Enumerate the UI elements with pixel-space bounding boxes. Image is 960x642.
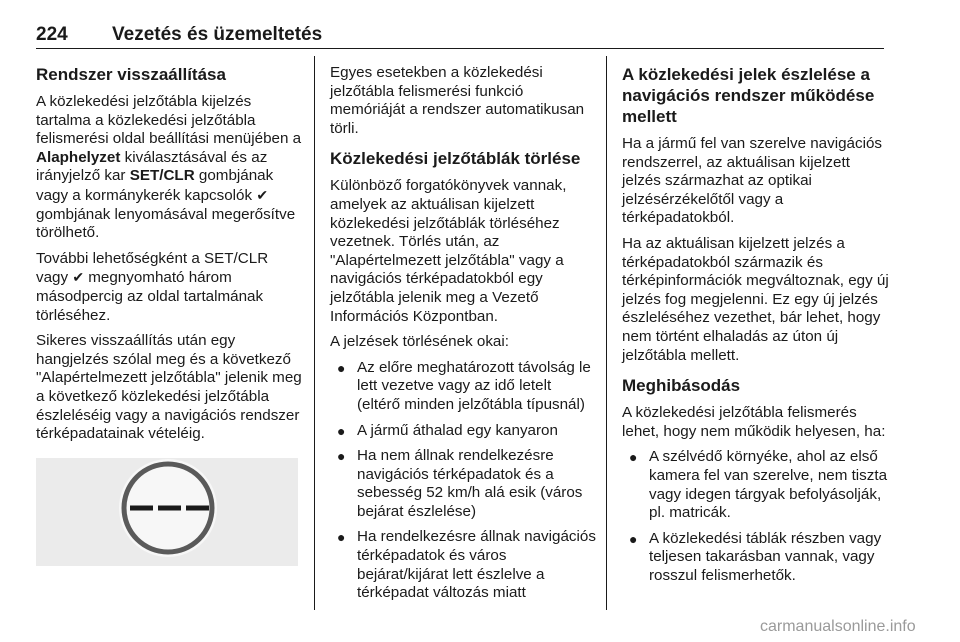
bullet-list bbox=[330, 359, 598, 603]
list-item bbox=[622, 448, 890, 522]
bullet-icon: ● bbox=[337, 359, 346, 376]
section-heading: A közlekedési jelek észlelése a navigációs rendszer működése mellett bbox=[622, 65, 875, 126]
list-item-text: Az előre meghatározott távolság le lett vezetve vagy az idő letelt (eltérő minden jelzőtábla típusnál) bbox=[357, 358, 591, 413]
menu-item-name: Alaphelyzet bbox=[36, 148, 121, 166]
bullet-icon: ● bbox=[629, 449, 638, 466]
paragraph: Ha az aktuálisan kijelzett jelzés a térképadatokból származik és térképinformációk megváltoznak, egy új jelzés fog megjelenni. Ez egy új jelzés észleléséhez vezethet, bár lehet, hogy nem történt elhaladás az úton új jelzőtábla mellett. bbox=[622, 234, 889, 364]
paragraph: Egyes esetekben a közlekedési jelzőtábla felismerési funkció memóriáját a rendszer automatikusan törli. bbox=[330, 64, 585, 137]
checkmark-icon: ✔ bbox=[256, 186, 269, 203]
text: kiválasztásával és az irányjelző kar bbox=[36, 148, 268, 185]
default-sign-figure bbox=[36, 458, 298, 566]
button-name: SET/CLR bbox=[129, 167, 195, 185]
list-item bbox=[330, 422, 598, 441]
column-middle bbox=[330, 64, 598, 610]
paragraph: A közlekedési jelzőtábla felismerés lehet, hogy nem működik helyesen, ha: bbox=[622, 404, 886, 440]
paragraph: Különböző forgatókönyvek vannak, amelyek az aktuálisan kijelzett közlekedési jelzőtáblák törléséhez vezetnek. Törlés után, az "Alapértelmezett jelzőtábla" vagy a navigációs térképadatokból egy jelzőtábla jelenik meg a Vezető Információs Központban. bbox=[330, 177, 567, 325]
bullet-icon: ● bbox=[629, 530, 638, 547]
list-item-text: Ha nem állnak rendelkezésre navigációs térképadatok és a sebesség 52 km/h alá esik (város bejárat észlelése) bbox=[357, 447, 583, 520]
paragraph: A jelzések törlésének okai: bbox=[330, 333, 509, 351]
list-item-text: A jármű áthalad egy kanyaron bbox=[357, 421, 558, 439]
paragraph bbox=[36, 250, 304, 325]
list-item bbox=[330, 447, 598, 521]
column-right bbox=[622, 64, 890, 592]
column-divider bbox=[606, 56, 607, 610]
bullet-icon: ● bbox=[337, 422, 346, 439]
page-number: 224 bbox=[36, 24, 68, 45]
end-of-restriction-sign-icon bbox=[36, 458, 298, 566]
column-left bbox=[36, 64, 304, 566]
paragraph bbox=[36, 93, 304, 243]
page-header bbox=[36, 8, 884, 49]
bullet-list bbox=[622, 448, 890, 585]
text: megnyomható három másodpercig az oldal tartalmának törléséhez. bbox=[36, 269, 264, 324]
list-item-text: A szélvédő környéke, ahol az első kamera fel van szerelve, nem tiszta vagy idegen tárgyak befolyásolják, pl. matricák. bbox=[649, 448, 888, 522]
text: gombjának vagy a kormánykerék kapcsolók bbox=[36, 167, 274, 204]
section-heading: Közlekedési jelzőtáblák törlése bbox=[330, 149, 581, 169]
paragraph: Sikeres visszaállítás után egy hangjelzés szólal meg és a következő "Alapértelmezett jelzőtábla" jelenik meg a következő közlekedési jelzőtábla észleléséig vagy a navigációs rendszer térképadatainak vételéig. bbox=[36, 332, 302, 443]
text: gombjának lenyomásával megerősítve törölhető. bbox=[36, 205, 296, 242]
column-divider bbox=[314, 56, 315, 610]
section-heading: Meghibásodás bbox=[622, 376, 741, 396]
list-item bbox=[622, 530, 890, 586]
bullet-icon: ● bbox=[337, 448, 346, 465]
chapter-title: Vezetés és üzemeltetés bbox=[112, 24, 323, 45]
paragraph: Ha a jármű fel van szerelve navigációs rendszerrel, az aktuálisan kijelzett jelzés származhat az optikai jelzésérzékelőtől vagy a térképadatokból. bbox=[622, 135, 882, 227]
bullet-icon: ● bbox=[337, 529, 346, 546]
checkmark-icon: ✔ bbox=[72, 269, 85, 286]
list-item bbox=[330, 528, 598, 602]
watermark: carmanualsonline.info bbox=[760, 618, 916, 635]
text: A közlekedési jelzőtábla kijelzés tartalma a közlekedési jelzőtábla felismerési oldal beállítási menüjében a bbox=[36, 93, 302, 148]
text: További lehetőségként a SET/CLR vagy bbox=[36, 249, 269, 287]
list-item-text: Ha rendelkezésre állnak navigációs térképadatok és város bejárat/kijárat lett észlelve a térképadat változás miatt bbox=[357, 528, 596, 602]
list-item bbox=[330, 359, 598, 415]
section-heading: Rendszer visszaállítása bbox=[36, 65, 226, 84]
list-item-text: A közlekedési táblák részben vagy teljesen takarásban vannak, vagy rosszul felismerhetők. bbox=[649, 529, 882, 584]
